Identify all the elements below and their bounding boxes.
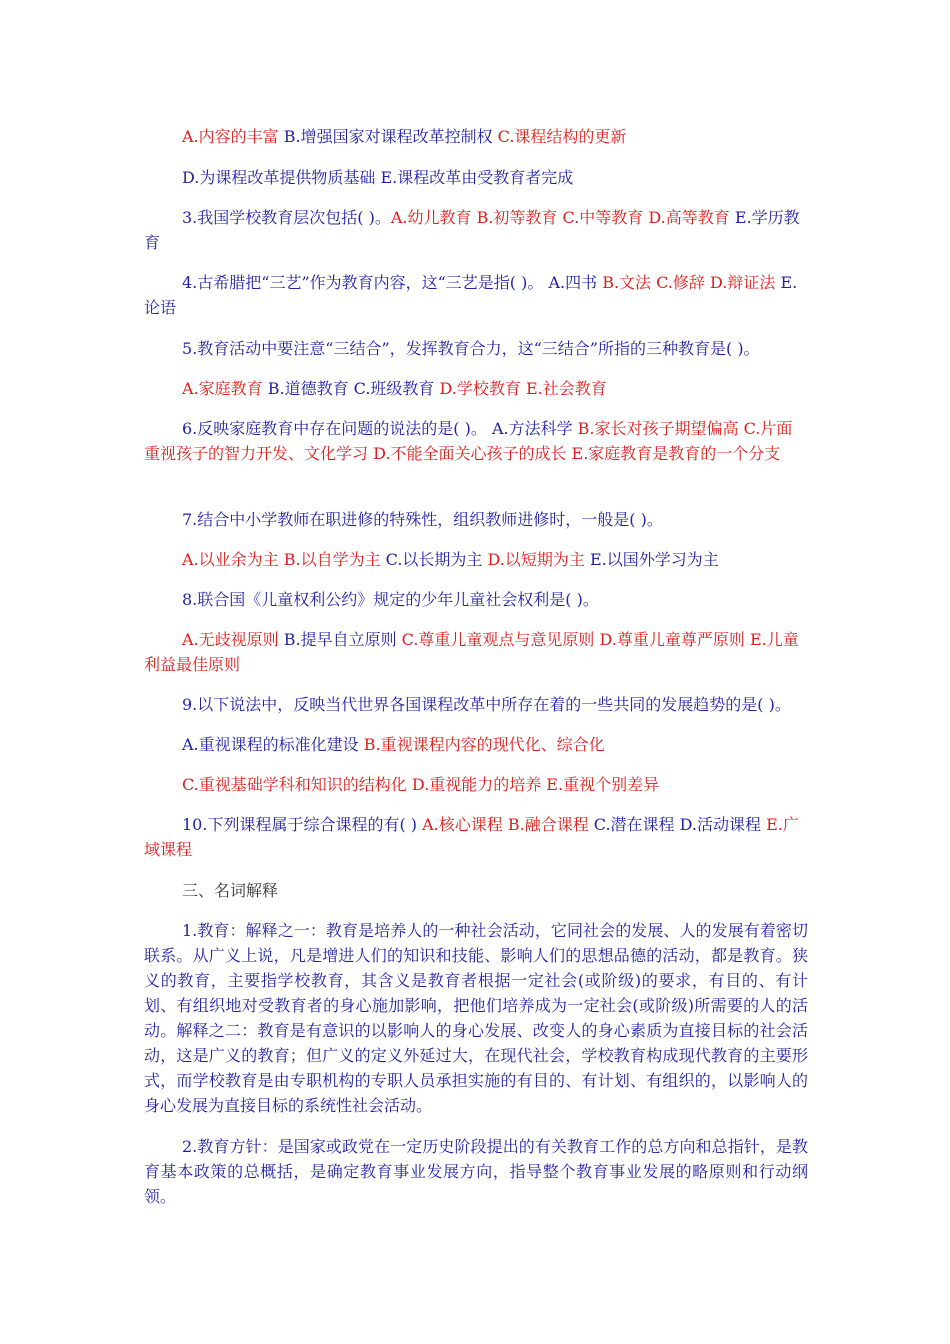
q3-run-3: C.中等教育 [562,208,649,227]
q5-options-run-0: A.家庭教育 [182,379,268,398]
q10-run-2: B.融合课程 [507,815,594,834]
q5-options-run-2: C.班级教育 [353,379,440,398]
q8-options-run-2: C.尊重儿童观点与意见原则 [401,630,600,649]
q8-options-run-1: B.提早自立原则 [283,630,402,649]
q3-run-0: 3.我国学校教育层次包括( )。 [182,208,391,227]
q10-run-4: D.活动课程 [679,815,767,834]
q6-run-5: E.家庭教育是教育的一个分支 [571,444,781,463]
question-5-stem: 5.教育活动中要注意“三结合”，发挥教育合力，这“三结合”所指的三种教育是( )。 [182,339,760,358]
question-3 [144,205,808,255]
question-5-options [144,376,808,401]
q9-options-line1-run-0: A.重视课程的标准化建设 [182,735,364,754]
question-6 [144,416,808,466]
q2-options-line1 [144,124,808,149]
question-9-stem: 9.以下说法中，反映当代世界各国课程改革中所存在着的一些共同的发展趋势的是( )。 [182,695,791,714]
q4-run-4: D.辩证法 [710,273,781,292]
q4-run-5: E.论语 [144,273,798,317]
term-1-education: 1.教育：解释之一：教育是培养人的一种社会活动，它同社会的发展、人的发展有着密切联系。从广义上说，凡是增进人们的知识和技能、影响人们的思想品德的活动，都是教育。狭义的教育，主要指学校教育，其含义是教育者根据一定社会(或阶级)的要求，有目的、有计划、有组织地对受教育者的身心施加影响，把他们培养成为一定社会(或阶级)所需要的人的活动。解释之二：教育是有意识的以影响人的身心发展、改变人的身心素质为直接目标的社会活动，这是广义的教育；但广义的定义外延过大，在现代社会，学校教育构成现代教育的主要形式，而学校教育是由专职机构的专职人员承担实施的有目的、有计划、有组织的，以影响人的身心发展为直接目标的系统性社会活动。 [144,921,808,1115]
q4-run-2: B.文法 [602,273,657,292]
q7-options-run-3: D.以短期为主 [487,550,590,569]
question-4 [144,270,808,320]
q10-run-0: 10.下列课程属于综合课程的有( ) [182,815,423,834]
q7-options-run-0: A.以业余为主 [182,550,284,569]
q2-options-line1-run-1: B.增强国家对课程改革控制权 [283,127,498,146]
q2-options-line2 [144,165,808,190]
q6-run-4: D.不能全面关心孩子的成长 [373,444,572,463]
q10-run-1: A.核心课程 [422,815,508,834]
q8-options-run-0: A.无歧视原则 [182,630,284,649]
q4-run-3: C.修辞 [656,273,710,292]
q3-run-1: A.幼儿教育 [390,208,477,227]
question-9-options-line2 [144,772,808,797]
q9-options-line2-run-1: D.重视能力的培养 [411,775,547,794]
term-2-education-policy: 2.教育方针：是国家或政党在一定历史阶段提出的有关教育工作的总方向和总指针，是教育基本政策的总概括，是确定教育事业发展方向，指导整个教育事业发展的略原则和行动纲领。 [144,1137,808,1206]
q9-options-line1-run-1: B.重视课程内容的现代化、综合化 [363,735,605,754]
q3-run-2: B.初等教育 [476,208,563,227]
q4-run-0: 4.古希腊把“三艺”作为教育内容，这“三艺是指( )。 [182,273,549,292]
q2-options-line1-run-2: C.课程结构的更新 [497,127,627,146]
question-8-stem: 8.联合国《儿童权利公约》规定的少年儿童社会权利是( )。 [182,590,599,609]
q6-run-2: B.家长对孩子期望偏高 [577,419,744,438]
q8-options-run-4: E.儿童利益最佳原则 [144,630,799,674]
q8-options-run-3: D.尊重儿童尊严原则 [599,630,750,649]
question-7-stem: 7.结合中小学教师在职进修的特殊性，组织教师进修时，一般是( )。 [182,510,663,529]
q6-run-0: 6.反映家庭教育中存在问题的说法的是( )。 [182,419,492,438]
question-9-options-line1 [144,732,808,757]
question-10 [144,812,808,862]
q7-options-run-2: C.以长期为主 [385,550,488,569]
q7-options-run-4: E.以国外学习为主 [589,550,719,569]
section-heading: 三、名词解释 [182,881,279,900]
q7-options-run-1: B.以自学为主 [283,550,386,569]
q10-run-5: E.广域课程 [144,815,799,859]
q4-run-1: A.四书 [548,273,603,292]
q2-options-line2-run-1: E.课程改革由受教育者完成 [380,168,574,187]
q3-run-5: E.学历教育 [144,208,800,252]
question-8-options [144,627,808,677]
question-7-options [144,547,808,572]
q9-options-line2-run-0: C.重视基础学科和知识的结构化 [182,775,412,794]
q6-run-3: C.片面重视孩子的智力开发、文化学习 [144,419,793,463]
q5-options-run-1: B.道德教育 [267,379,354,398]
q5-options-run-4: E.社会教育 [525,379,607,398]
q2-options-line1-run-0: A.内容的丰富 [182,127,284,146]
q2-options-line2-run-0: D.为课程改革提供物质基础 [182,168,381,187]
q3-run-4: D.高等教育 [648,208,735,227]
q6-run-1: A.方法科学 [491,419,578,438]
q5-options-run-3: D.学校教育 [439,379,526,398]
q9-options-line2-run-2: E.重视个别差异 [546,775,660,794]
q10-run-3: C.潜在课程 [593,815,680,834]
